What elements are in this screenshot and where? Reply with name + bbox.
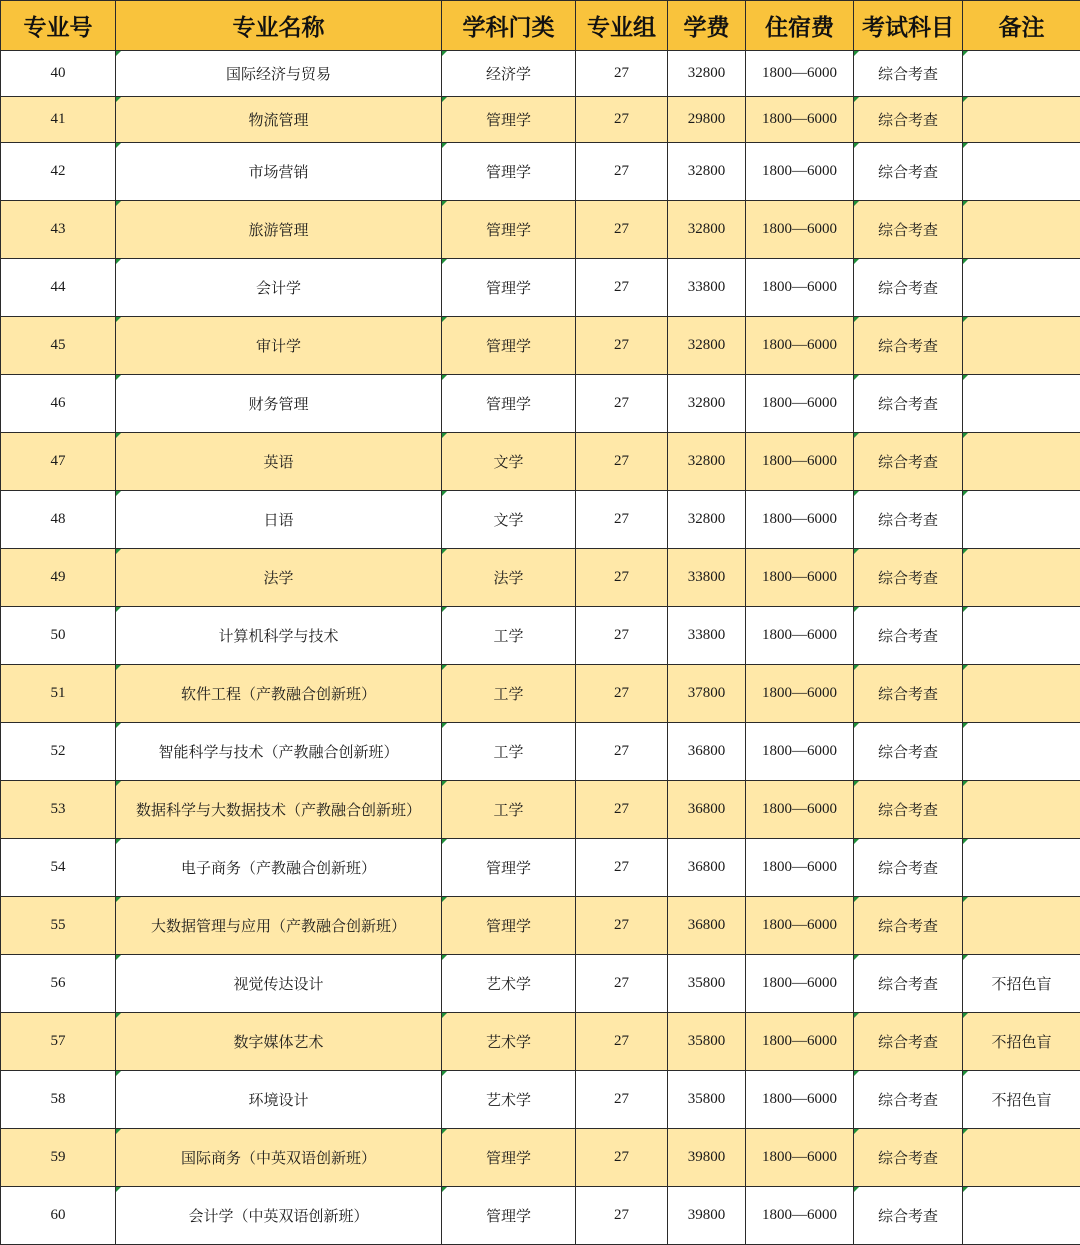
cell-tuition: 32800	[668, 143, 746, 201]
cell-group: 27	[576, 607, 668, 665]
cell-category: 管理学	[442, 1129, 576, 1187]
cell-exam: 综合考查	[854, 201, 963, 259]
cell-dorm-fee: 1800—6000	[746, 433, 854, 491]
cell-dorm-fee: 1800—6000	[746, 781, 854, 839]
cell-group: 27	[576, 549, 668, 607]
cell-category: 管理学	[442, 259, 576, 317]
cell-exam: 综合考查	[854, 723, 963, 781]
cell-note	[963, 723, 1080, 781]
cell-major-no: 54	[1, 839, 116, 897]
cell-category: 经济学	[442, 51, 576, 97]
cell-dorm-fee: 1800—6000	[746, 1187, 854, 1245]
cell-exam: 综合考查	[854, 1071, 963, 1129]
cell-note	[963, 549, 1080, 607]
cell-note	[963, 433, 1080, 491]
cell-group: 27	[576, 143, 668, 201]
cell-tuition: 32800	[668, 201, 746, 259]
cell-major-name: 物流管理	[116, 97, 442, 143]
cell-major-name: 法学	[116, 549, 442, 607]
cell-major-no: 59	[1, 1129, 116, 1187]
cell-major-name: 审计学	[116, 317, 442, 375]
cell-exam: 综合考查	[854, 97, 963, 143]
cell-major-name: 计算机科学与技术	[116, 607, 442, 665]
cell-category: 管理学	[442, 375, 576, 433]
cell-note: 不招色盲	[963, 1013, 1080, 1071]
table-row	[1, 51, 1080, 97]
table-row	[1, 897, 1080, 955]
cell-major-name: 市场营销	[116, 143, 442, 201]
cell-major-no: 53	[1, 781, 116, 839]
cell-major-name: 视觉传达设计	[116, 955, 442, 1013]
cell-category: 管理学	[442, 201, 576, 259]
header-row	[1, 1, 1080, 51]
cell-major-name: 数字媒体艺术	[116, 1013, 442, 1071]
cell-tuition: 35800	[668, 955, 746, 1013]
cell-exam: 综合考查	[854, 607, 963, 665]
cell-dorm-fee: 1800—6000	[746, 317, 854, 375]
cell-category: 工学	[442, 607, 576, 665]
cell-tuition: 32800	[668, 375, 746, 433]
table-row	[1, 375, 1080, 433]
cell-major-no: 46	[1, 375, 116, 433]
cell-group: 27	[576, 201, 668, 259]
cell-dorm-fee: 1800—6000	[746, 607, 854, 665]
cell-exam: 综合考查	[854, 143, 963, 201]
cell-dorm-fee: 1800—6000	[746, 375, 854, 433]
cell-major-name: 英语	[116, 433, 442, 491]
cell-tuition: 36800	[668, 723, 746, 781]
cell-note	[963, 491, 1080, 549]
cell-major-no: 60	[1, 1187, 116, 1245]
table-row	[1, 955, 1080, 1013]
cell-group: 27	[576, 433, 668, 491]
cell-category: 工学	[442, 781, 576, 839]
cell-major-name: 国际经济与贸易	[116, 51, 442, 97]
cell-category: 法学	[442, 549, 576, 607]
table-row	[1, 1187, 1080, 1245]
cell-exam: 综合考查	[854, 317, 963, 375]
cell-note	[963, 375, 1080, 433]
cell-major-name: 国际商务（中英双语创新班）	[116, 1129, 442, 1187]
cell-major-no: 58	[1, 1071, 116, 1129]
cell-major-name: 软件工程（产教融合创新班）	[116, 665, 442, 723]
cell-tuition: 33800	[668, 549, 746, 607]
table-row	[1, 201, 1080, 259]
cell-dorm-fee: 1800—6000	[746, 549, 854, 607]
cell-group: 27	[576, 839, 668, 897]
cell-tuition: 29800	[668, 97, 746, 143]
table-row	[1, 143, 1080, 201]
cell-major-name: 日语	[116, 491, 442, 549]
cell-tuition: 37800	[668, 665, 746, 723]
table-row	[1, 317, 1080, 375]
cell-category: 管理学	[442, 317, 576, 375]
cell-dorm-fee: 1800—6000	[746, 839, 854, 897]
cell-note: 不招色盲	[963, 1071, 1080, 1129]
cell-note	[963, 1187, 1080, 1245]
header-major-no: 专业号	[1, 1, 116, 51]
cell-group: 27	[576, 1187, 668, 1245]
cell-exam: 综合考查	[854, 897, 963, 955]
cell-exam: 综合考查	[854, 781, 963, 839]
cell-exam: 综合考查	[854, 259, 963, 317]
cell-group: 27	[576, 955, 668, 1013]
cell-note	[963, 607, 1080, 665]
cell-dorm-fee: 1800—6000	[746, 897, 854, 955]
cell-exam: 综合考查	[854, 433, 963, 491]
cell-major-no: 56	[1, 955, 116, 1013]
cell-exam: 综合考查	[854, 665, 963, 723]
cell-note: 不招色盲	[963, 955, 1080, 1013]
cell-tuition: 32800	[668, 433, 746, 491]
cell-category: 工学	[442, 723, 576, 781]
cell-tuition: 32800	[668, 51, 746, 97]
cell-major-name: 会计学（中英双语创新班）	[116, 1187, 442, 1245]
cell-note	[963, 317, 1080, 375]
cell-dorm-fee: 1800—6000	[746, 665, 854, 723]
table-row	[1, 723, 1080, 781]
cell-note	[963, 201, 1080, 259]
cell-exam: 综合考查	[854, 375, 963, 433]
table-row	[1, 1071, 1080, 1129]
cell-major-name: 环境设计	[116, 1071, 442, 1129]
cell-exam: 综合考查	[854, 491, 963, 549]
cell-dorm-fee: 1800—6000	[746, 1071, 854, 1129]
cell-exam: 综合考查	[854, 839, 963, 897]
cell-category: 管理学	[442, 897, 576, 955]
header-group: 专业组	[576, 1, 668, 51]
cell-dorm-fee: 1800—6000	[746, 259, 854, 317]
cell-tuition: 36800	[668, 839, 746, 897]
cell-tuition: 33800	[668, 259, 746, 317]
cell-major-no: 40	[1, 51, 116, 97]
cell-major-name: 财务管理	[116, 375, 442, 433]
cell-note	[963, 665, 1080, 723]
cell-note	[963, 51, 1080, 97]
cell-category: 文学	[442, 491, 576, 549]
cell-exam: 综合考查	[854, 549, 963, 607]
cell-tuition: 33800	[668, 607, 746, 665]
cell-major-name: 旅游管理	[116, 201, 442, 259]
cell-group: 27	[576, 375, 668, 433]
cell-category: 管理学	[442, 143, 576, 201]
header-note: 备注	[963, 1, 1080, 51]
table-row	[1, 665, 1080, 723]
cell-note	[963, 839, 1080, 897]
cell-major-no: 42	[1, 143, 116, 201]
cell-dorm-fee: 1800—6000	[746, 1013, 854, 1071]
cell-group: 27	[576, 1013, 668, 1071]
cell-category: 文学	[442, 433, 576, 491]
cell-dorm-fee: 1800—6000	[746, 1129, 854, 1187]
cell-category: 艺术学	[442, 1071, 576, 1129]
cell-note	[963, 97, 1080, 143]
cell-note	[963, 143, 1080, 201]
cell-exam: 综合考查	[854, 1187, 963, 1245]
cell-tuition: 39800	[668, 1187, 746, 1245]
cell-tuition: 35800	[668, 1013, 746, 1071]
cell-group: 27	[576, 491, 668, 549]
cell-major-no: 41	[1, 97, 116, 143]
table-row	[1, 1129, 1080, 1187]
cell-group: 27	[576, 97, 668, 143]
cell-major-no: 49	[1, 549, 116, 607]
cell-group: 27	[576, 317, 668, 375]
cell-major-no: 44	[1, 259, 116, 317]
cell-group: 27	[576, 1071, 668, 1129]
cell-note	[963, 1129, 1080, 1187]
cell-category: 管理学	[442, 97, 576, 143]
cell-major-no: 47	[1, 433, 116, 491]
cell-major-no: 55	[1, 897, 116, 955]
cell-category: 艺术学	[442, 1013, 576, 1071]
table-row	[1, 781, 1080, 839]
cell-major-no: 51	[1, 665, 116, 723]
cell-exam: 综合考查	[854, 1129, 963, 1187]
header-tuition: 学费	[668, 1, 746, 51]
cell-tuition: 36800	[668, 897, 746, 955]
cell-group: 27	[576, 259, 668, 317]
cell-dorm-fee: 1800—6000	[746, 491, 854, 549]
cell-group: 27	[576, 665, 668, 723]
cell-dorm-fee: 1800—6000	[746, 955, 854, 1013]
cell-group: 27	[576, 723, 668, 781]
header-category: 学科门类	[442, 1, 576, 51]
cell-tuition: 35800	[668, 1071, 746, 1129]
table-row	[1, 839, 1080, 897]
cell-major-no: 52	[1, 723, 116, 781]
cell-major-name: 智能科学与技术（产教融合创新班）	[116, 723, 442, 781]
cell-category: 管理学	[442, 1187, 576, 1245]
header-dorm-fee: 住宿费	[746, 1, 854, 51]
cell-dorm-fee: 1800—6000	[746, 723, 854, 781]
cell-category: 工学	[442, 665, 576, 723]
header-exam: 考试科目	[854, 1, 963, 51]
cell-exam: 综合考查	[854, 51, 963, 97]
table-row	[1, 607, 1080, 665]
table-row	[1, 433, 1080, 491]
cell-group: 27	[576, 897, 668, 955]
cell-major-name: 数据科学与大数据技术（产教融合创新班）	[116, 781, 442, 839]
cell-tuition: 39800	[668, 1129, 746, 1187]
cell-note	[963, 259, 1080, 317]
cell-group: 27	[576, 51, 668, 97]
cell-tuition: 32800	[668, 491, 746, 549]
cell-category: 管理学	[442, 839, 576, 897]
table-row	[1, 491, 1080, 549]
cell-major-no: 50	[1, 607, 116, 665]
table-row	[1, 1013, 1080, 1071]
cell-major-name: 电子商务（产教融合创新班）	[116, 839, 442, 897]
cell-note	[963, 897, 1080, 955]
cell-exam: 综合考查	[854, 1013, 963, 1071]
cell-major-no: 57	[1, 1013, 116, 1071]
cell-group: 27	[576, 781, 668, 839]
table-row	[1, 97, 1080, 143]
table-row	[1, 549, 1080, 607]
cell-note	[963, 781, 1080, 839]
cell-major-no: 43	[1, 201, 116, 259]
cell-dorm-fee: 1800—6000	[746, 97, 854, 143]
cell-major-name: 会计学	[116, 259, 442, 317]
cell-major-name: 大数据管理与应用（产教融合创新班）	[116, 897, 442, 955]
cell-exam: 综合考查	[854, 955, 963, 1013]
cell-dorm-fee: 1800—6000	[746, 51, 854, 97]
cell-tuition: 36800	[668, 781, 746, 839]
table-row	[1, 259, 1080, 317]
cell-tuition: 32800	[668, 317, 746, 375]
table-body	[1, 51, 1080, 1245]
cell-dorm-fee: 1800—6000	[746, 201, 854, 259]
header-major-name: 专业名称	[116, 1, 442, 51]
cell-major-no: 45	[1, 317, 116, 375]
cell-dorm-fee: 1800—6000	[746, 143, 854, 201]
cell-group: 27	[576, 1129, 668, 1187]
cell-category: 艺术学	[442, 955, 576, 1013]
cell-major-no: 48	[1, 491, 116, 549]
